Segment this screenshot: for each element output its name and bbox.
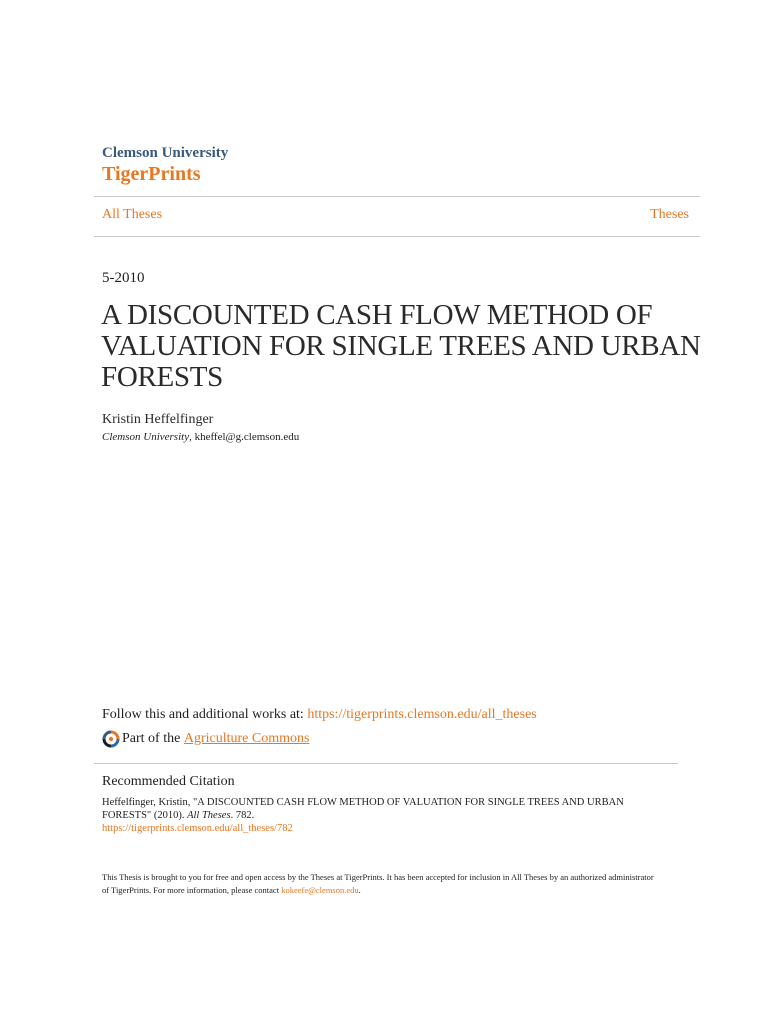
access-notice: [102, 871, 662, 897]
citation-url-link[interactable]: https://tigerprints.clemson.edu/all_theses/782: [102, 823, 293, 834]
divider: [94, 236, 700, 237]
citation-body: Heffelfinger, Kristin, "A DISCOUNTED CASH FLOW METHOD OF VALUATION FOR SINGLE TREES AND URBAN FORESTS" (2010).: [102, 797, 624, 821]
contact-email-link[interactable]: kokeefe@clemson.edu: [281, 885, 359, 895]
agriculture-commons-link[interactable]: Agriculture Commons: [183, 731, 310, 746]
recommended-citation-heading: Recommended Citation: [102, 774, 235, 789]
theses-link[interactable]: Theses: [650, 207, 689, 222]
repository-brand: [102, 145, 228, 186]
access-notice-end: .: [358, 885, 361, 895]
access-notice-text: This Thesis is brought to you for free and open access by the Theses at TigerPrints. It has been accepted for inclusion in All Theses by an authorized administrator of TigerPrints. For more information, please contact: [102, 872, 654, 895]
affiliation-email: , kheffel@g.clemson.edu: [189, 431, 300, 443]
divider: [94, 196, 700, 197]
author-affiliation: [102, 431, 299, 443]
thesis-title: A DISCOUNTED CASH FLOW METHOD OF VALUATION FOR SINGLE TREES AND URBAN FORESTS: [101, 299, 701, 393]
all-theses-link[interactable]: All Theses: [102, 207, 163, 222]
repository-name[interactable]: TigerPrints: [102, 163, 201, 185]
all-theses-url-link[interactable]: https://tigerprints.clemson.edu/all_theses: [307, 707, 537, 722]
author-name: Kristin Heffelfinger: [102, 412, 214, 427]
affiliation-institution: Clemson University: [102, 431, 190, 443]
part-of-text: Part of the: [122, 731, 184, 746]
citation-number: . 782.: [230, 810, 255, 821]
publication-date: 5-2010: [102, 270, 145, 286]
citation-text: [102, 796, 662, 835]
follow-line: [102, 707, 537, 723]
citation-series: All Theses: [187, 810, 231, 821]
bepress-network-icon: [102, 730, 120, 748]
divider: [94, 763, 678, 764]
part-of-line: [102, 730, 309, 748]
institution-name: Clemson University: [102, 145, 229, 161]
follow-text: Follow this and additional works at:: [102, 707, 308, 722]
